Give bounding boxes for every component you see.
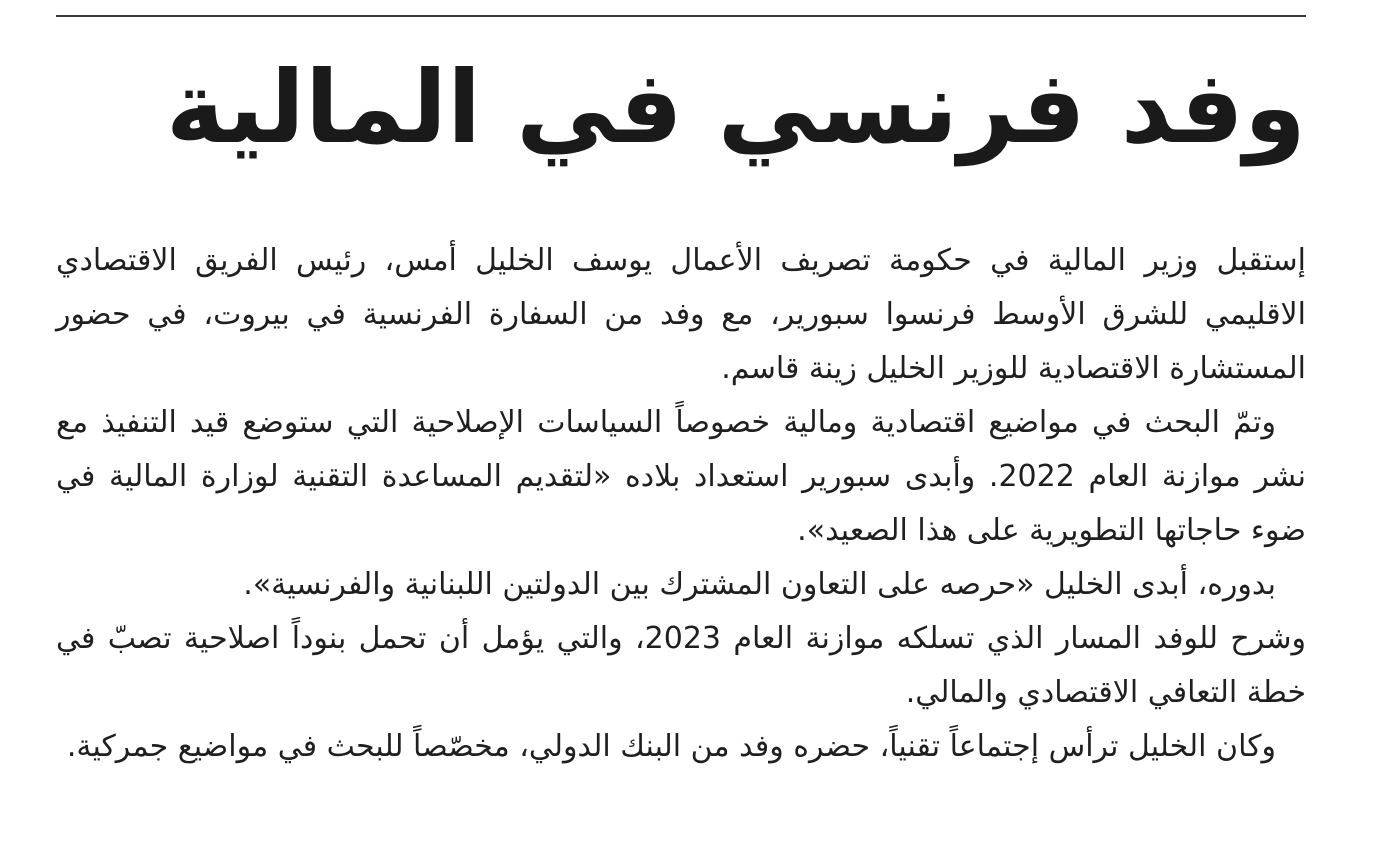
article-paragraph-4: وشرح للوفد المسار الذي تسلكه موازنة العام 2023، والتي يؤمل أن تحمل بنوداً اصلاحية تصبّ في خطة التعافي الاقتصادي والمالي. — [56, 621, 1306, 710]
article-paragraph-5: وكان الخليل ترأس إجتماعاً تقنياً، حضره وفد من البنك الدولي، مخصّصاً للبحث في مواضيع جمركية. — [66, 729, 1276, 764]
news-article — [56, 0, 1306, 862]
top-divider — [56, 15, 1306, 17]
article-body — [56, 234, 1306, 774]
article-paragraph-3: بدوره، أبدى الخليل «حرصه على التعاون المشترك بين الدولتين اللبنانية والفرنسية». — [243, 567, 1276, 602]
article-headline: وفد فرنسي في المالية — [165, 49, 1306, 166]
article-paragraph-1: إستقبل وزير المالية في حكومة تصريف الأعمال يوسف الخليل أمس، رئيس الفريق الاقتصادي الاقليمي للشرق الأوسط فرنسوا سبورير، مع وفد من السفارة الفرنسية في بيروت، في حضور المستشارة الاقتصادية للوزير الخليل زينة قاسم. — [56, 243, 1306, 386]
article-paragraph-2: وتمّ البحث في مواضيع اقتصادية ومالية خصوصاً السياسات الإصلاحية التي ستوضع قيد التنفيذ مع نشر موازنة العام 2022. وأبدى سبورير استعداد بلاده «لتقديم المساعدة التقنية لوزارة المالية في ضوء حاجاتها التطويرية على هذا الصعيد». — [56, 405, 1306, 548]
